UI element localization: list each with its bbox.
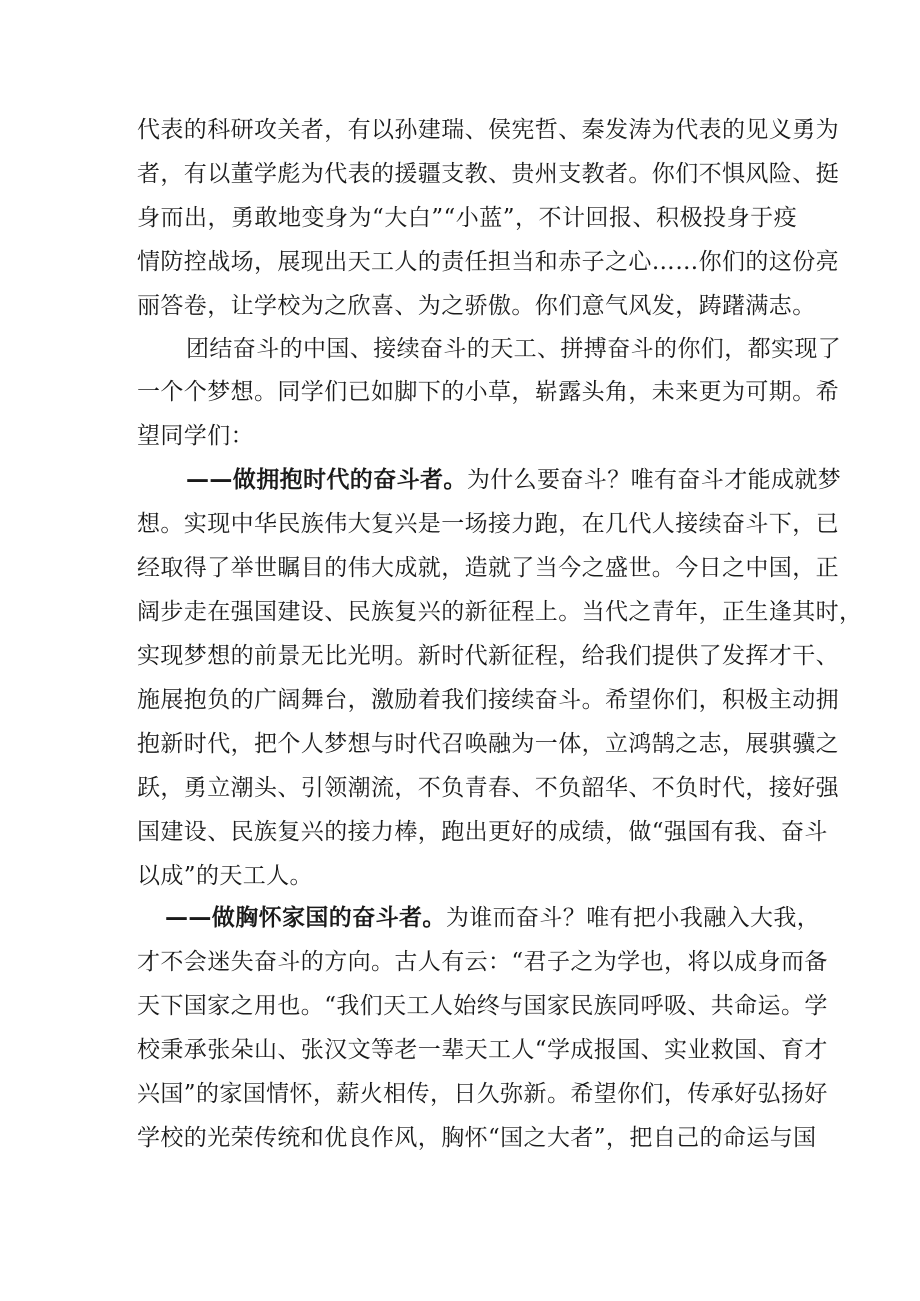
text-line: 跃，勇立潮头、引领潮流，不负青春、不负韶华、不负时代，接好强 <box>137 775 839 801</box>
text-line: 身而出，勇敢地变身为“大白”“小蓝”，不计回报、积极投身于疫 <box>137 205 797 231</box>
text-line: 想。实现中华民族伟大复兴是一场接力跑，在几代人接续奋斗下，已 <box>137 511 839 537</box>
text-line: 以成”的天工人。 <box>137 863 313 889</box>
text-line: 天下国家之用也。“我们天工人始终与国家民族同呼吸、共命运。学 <box>137 993 828 1019</box>
section-heading-line <box>186 465 842 495</box>
section-heading-1: ——做拥抱时代的奋斗者。 <box>186 467 467 493</box>
text-line: 为谁而奋斗？唯有把小我融入大我， <box>445 905 821 931</box>
text-line: 为什么要奋斗？唯有奋斗才能成就梦 <box>466 467 842 493</box>
text-line: 代表的科研攻关者，有以孙建瑞、侯宪哲、秦发涛为代表的见义勇为 <box>137 117 839 143</box>
text-line: 团结奋斗的中国、接续奋斗的天工、拼搏奋斗的你们，都实现了 <box>186 336 842 362</box>
section-heading-2: ——做胸怀家国的奋斗者。 <box>165 905 446 931</box>
text-line: 实现梦想的前景无比光明。新时代新征程，给我们提供了发挥才干、 <box>137 643 839 669</box>
text-line: 情防控战场，展现出天工人的责任担当和赤子之心……你们的这份亮 <box>137 249 839 275</box>
text-line: 阔步走在强国建设、民族复兴的新征程上。当代之青年，正生逢其时， <box>137 599 863 625</box>
text-line: 国建设、民族复兴的接力棒，跑出更好的成绩，做“强国有我、奋斗 <box>137 819 828 845</box>
text-line: 经取得了举世瞩目的伟大成就，造就了当今之盛世。今日之中国，正 <box>137 555 839 581</box>
text-line: 施展抱负的广阔舞台，激励着我们接续奋斗。希望你们，积极主动拥 <box>137 687 839 713</box>
text-line: 校秉承张朵山、张汉文等老一辈天工人“学成报国、实业救国、育才 <box>137 1037 828 1063</box>
text-line: 才不会迷失奋斗的方向。古人有云：“君子之为学也，将以成身而备 <box>137 949 828 975</box>
text-line: 兴国”的家国情怀，薪火相传，日久弥新。希望你们，传承好弘扬好 <box>137 1081 828 1107</box>
section-heading-line <box>165 903 821 933</box>
text-line: 一个个梦想。同学们已如脚下的小草，崭露头角，未来更为可期。希 <box>137 379 839 405</box>
text-line: 望同学们： <box>137 423 254 449</box>
text-line: 者，有以董学彪为代表的援疆支教、贵州支教者。你们不惧风险、挺 <box>137 161 839 187</box>
text-line: 丽答卷，让学校为之欣喜、为之骄傲。你们意气风发，踌躇满志。 <box>137 293 816 319</box>
text-line: 抱新时代，把个人梦想与时代召唤融为一体，立鸿鹄之志，展骐骥之 <box>137 731 839 757</box>
paragraph-start-line <box>186 334 842 364</box>
text-line: 学校的光荣传统和优良作风，胸怀“国之大者”，把自己的命运与国 <box>137 1125 817 1151</box>
